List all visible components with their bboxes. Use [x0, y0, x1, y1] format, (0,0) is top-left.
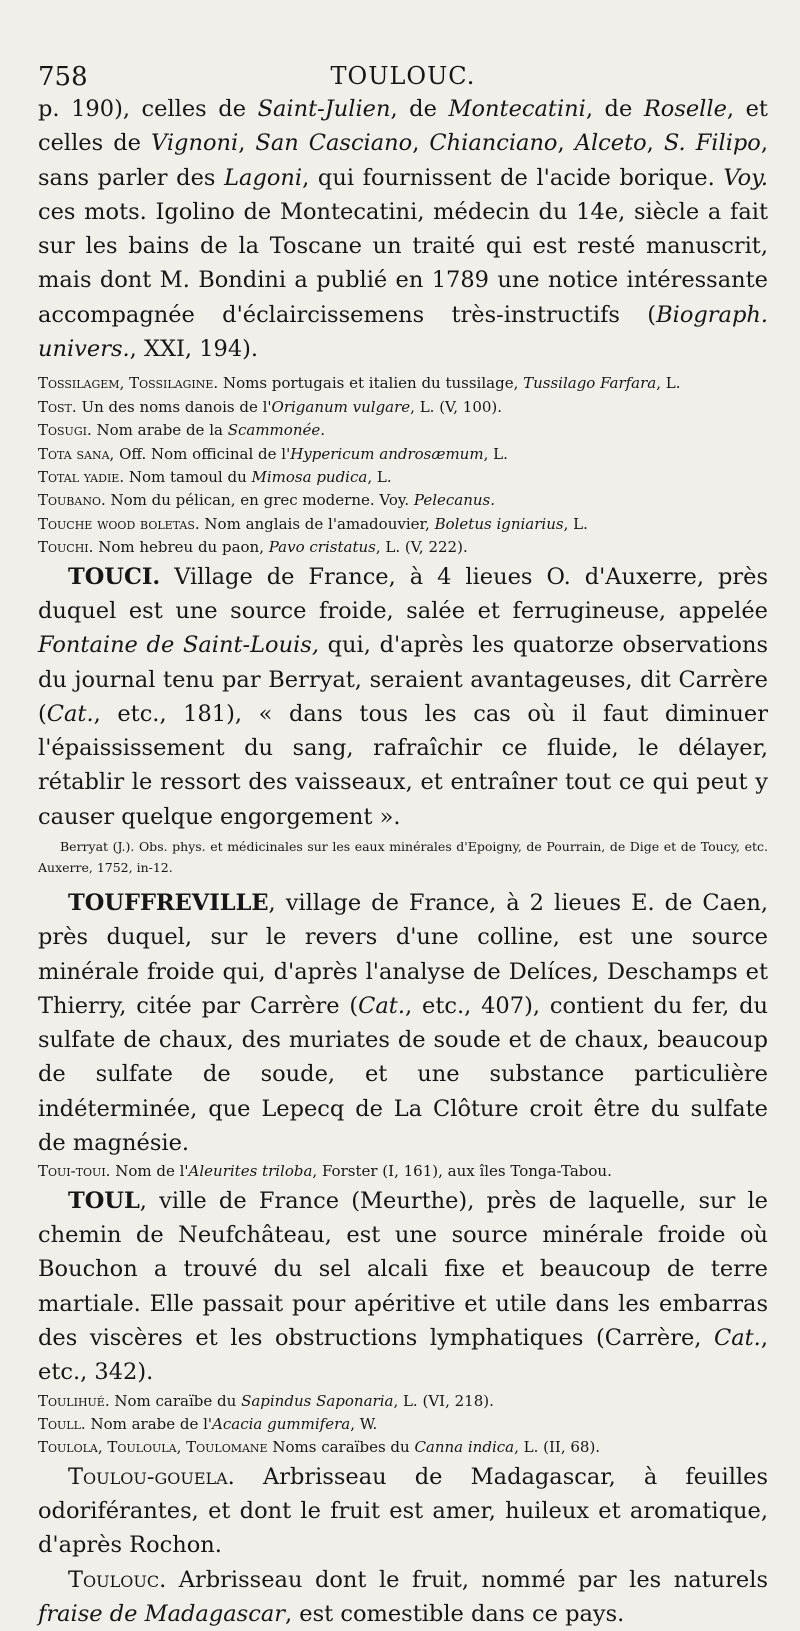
entry-tota-sana [38, 443, 768, 466]
entry-toulou-gouela [38, 1460, 768, 1563]
italic-text: Scammonée. [227, 421, 325, 440]
headword: Tossilagem [38, 374, 120, 393]
entry-text: , Forster (I, 161), aux îles Tonga-Tabou. [312, 1162, 612, 1181]
entry-text: , de [390, 96, 449, 122]
italic-text: Acacia gummifera [212, 1414, 351, 1433]
entry-total-yadie [38, 466, 768, 489]
page-number: 758 [38, 62, 88, 92]
entry-text: , etc., 342). [38, 1324, 768, 1386]
headword: Toulomane [186, 1438, 268, 1457]
headword: Toui-toui. [38, 1162, 111, 1181]
entry-text: , village de France, à 2 lieues E. de Caen, près duquel, sur le revers d'une colline, est une source minérale froide qui, d'après l'analyse de Delíces, Deschamps et Thierry, citée par Carrère ( [38, 890, 768, 1019]
entry-text: ces mots. Igolino de Montecatini, médecin du 14e, siècle a fait sur les bains de la Toscane un traité qui est resté manuscrit, mais dont M. Bondini a publié en 1789 une notice intéressante accompagnée d'éclaircissemens très-instructifs ( [38, 198, 768, 328]
entry-touche-wood [38, 513, 768, 536]
entry-text: , W. [350, 1414, 378, 1433]
entry-text: Arbrisseau de Madagascar, à feuilles odoriférantes, et dont le fruit est amer, huileux et aromatique, d'après Rochon. [38, 1463, 768, 1559]
entry-text: , etc., 181), « dans tous les cas où il faut diminuer l'épaississement du sang, rafraîchir ce fluide, le délayer, rétablir le ressort des vaisseaux, et entraîner tout ce qui peut y causer quelque engorgement ». [38, 700, 768, 830]
headword: Tossilagine. [129, 374, 219, 393]
italic-text: Vignoni [151, 130, 239, 157]
italic-text: Biograph. univers. [38, 301, 768, 363]
entry-text: , ville de France (Meurthe), près de laquelle, sur le chemin de Neufchâteau, est une source minérale froide où Bouchon a trouvé du sel alcali fixe et beaucoup de terre martiale. Elle passait pour apéritive et utile dans les embarras des viscères et les obstructions lymphatiques (Carrère, [38, 1187, 768, 1351]
entry-toul [38, 1184, 768, 1390]
headword: Total yadie. [38, 468, 125, 486]
entry-text: Nom caraïbe du [109, 1391, 242, 1410]
entry-toubano [38, 489, 768, 512]
entry-text: Nom du pélican, en grec moderne. Voy. [105, 491, 414, 510]
entry-text: Nom hebreu du paon, [93, 538, 269, 557]
entry-toulola [38, 1436, 768, 1459]
entry-cont-salgas [38, 92, 768, 366]
entry-text: Nom tamoul du [124, 468, 252, 486]
headword: Tosugi. [38, 421, 92, 440]
italic-text: fraise de Madagascar [38, 1600, 285, 1627]
italic-text: Lagoni [224, 164, 303, 191]
entry-text: , [176, 1438, 187, 1457]
entry-text: p. 190), celles de [38, 96, 258, 122]
italic-text: Hypericum androsæmum [290, 444, 484, 463]
italic-text: Boletus igniarius [434, 514, 564, 533]
italic-text: Tussilago Farfara [523, 374, 657, 393]
entry-text: , [97, 1438, 108, 1457]
entry-text: Village de France, à 4 lieues O. d'Auxerre, près duquel est une source froide, salée et ferrugineuse, appelée [38, 563, 768, 624]
entry-touffreville [38, 886, 768, 1160]
italic-text: Montecatini [448, 96, 586, 122]
running-title: TOULOUC. [330, 62, 476, 90]
entry-text: Nom arabe de la [91, 421, 228, 440]
italic-text: Sapindus Saponaria [241, 1391, 394, 1410]
entry-text: Un des noms danois de l' [76, 397, 272, 416]
entry-text: , sans parler des [38, 130, 768, 191]
entry-text: , est comestible dans ce pays. [284, 1600, 625, 1627]
running-head [38, 50, 768, 92]
entry-text: , qui fournissent de l'acide borique. [302, 164, 724, 191]
entry-text: , de [585, 96, 644, 122]
entry-tosugi [38, 419, 768, 442]
italic-text: Saint-Julien [257, 96, 391, 122]
italic-text: San Casciano [255, 130, 413, 157]
headword: Toulihué. [38, 1391, 110, 1410]
headword: Tost. [38, 397, 77, 416]
dictionary-body [38, 92, 768, 1631]
entry-text: Nom anglais de l'amadouvier, [199, 514, 435, 533]
headword: TOUFFREVILLE [68, 890, 269, 916]
entry-text: , [646, 130, 664, 157]
italic-text: Voy. [723, 164, 768, 191]
headword: Toulou-gouela. [68, 1463, 235, 1490]
entry-text: qui, d'après les quatorze observations du journal tenu par Berryat, seraient avantageuses, dit Carrère ( [38, 632, 769, 727]
entry-tossilagem [38, 372, 768, 395]
headword: Tota sana [38, 444, 110, 463]
entry-text: , [238, 130, 256, 157]
entry-touchi [38, 536, 768, 559]
italic-text: Cat. [46, 700, 94, 727]
italic-text: Cat. [358, 992, 405, 1019]
entry-text: , etc., 407), contient du fer, du sulfate de chaux, des muriates de soude et de chaux, beaucoup de sulfate de soude, et une substance particulière indéterminée, que Lepecq de La Clôture croit être du sulfate de magnésie. [38, 992, 769, 1157]
entry-text: , [557, 130, 575, 157]
headword: Toulola [38, 1438, 98, 1457]
italic-text: Pelecanus. [413, 491, 496, 510]
headword: Toull. [38, 1414, 86, 1433]
headword: TOUL [68, 1187, 140, 1214]
italic-text: Mimosa pudica [251, 468, 368, 486]
entry-touci [38, 560, 768, 834]
entry-text: , [119, 374, 130, 393]
entry-text: , L. [367, 468, 392, 486]
entry-text: , Off. Nom officinal de l' [109, 444, 291, 463]
entry-berryat-note [38, 836, 768, 878]
italic-text: S. Filipo [663, 130, 761, 157]
entry-text: , L. (II, 68). [514, 1438, 601, 1457]
entry-text: , L. (VI, 218). [393, 1391, 494, 1410]
entry-text: Noms portugais et italien du tussilage, [218, 374, 524, 393]
headword: Toulouc. [68, 1566, 167, 1593]
italic-text: Aleurites triloba [188, 1162, 313, 1181]
entry-text: , XXI, 194). [129, 336, 259, 363]
italic-text: Canna indica [414, 1438, 515, 1457]
entry-text: Nom arabe de l' [85, 1414, 213, 1433]
headword: TOUCI. [68, 563, 161, 590]
headword: Touchi. [38, 538, 94, 557]
headword: Toubano. [38, 491, 106, 510]
entry-text: Berryat (J.). Obs. phys. et médicinales sur les eaux minérales d'Epoigny, de Pourrain, de Dige et de Toucy, etc. Auxerre, 1752, in-12. [38, 839, 768, 875]
headword: Touloula [107, 1438, 177, 1457]
entry-text: , [412, 130, 430, 157]
entry-text: , L. (V, 222). [375, 538, 468, 557]
entry-toulouc [38, 1563, 768, 1631]
entry-tost [38, 396, 768, 419]
entry-text: , L. [656, 374, 681, 393]
entry-toull [38, 1413, 768, 1436]
entry-toulihue [38, 1390, 768, 1413]
headword: Touche wood boletas. [38, 514, 200, 533]
italic-text: Origanum vulgare [271, 397, 411, 416]
entry-text: , L. [563, 514, 588, 533]
italic-text: Chianciano [429, 130, 558, 157]
entry-text: , L. [483, 444, 508, 463]
entry-text: , et celles de [38, 96, 768, 157]
italic-text: Cat. [714, 1324, 761, 1351]
entry-toui-toui [38, 1160, 768, 1183]
italic-text: Fontaine de Saint-Louis, [38, 632, 319, 659]
entry-text: Noms caraïbes du [267, 1438, 415, 1457]
italic-text: Alceto [574, 130, 647, 157]
entry-text: Nom de l' [110, 1162, 189, 1181]
italic-text: Pavo cristatus [268, 538, 376, 557]
italic-text: Roselle [643, 96, 727, 122]
entry-text: Arbrisseau dont le fruit, nommé par les naturels [166, 1566, 768, 1593]
entry-text: , L. (V, 100). [410, 397, 503, 416]
